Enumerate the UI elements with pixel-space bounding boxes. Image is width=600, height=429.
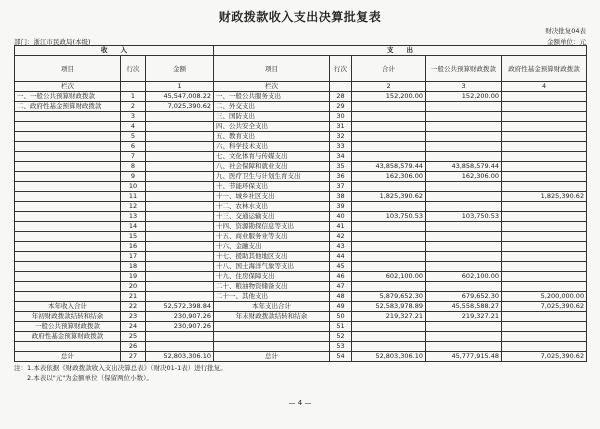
- table-row: [15, 192, 587, 202]
- expense-fund-cell: [502, 272, 587, 282]
- income-amount-cell: [146, 332, 214, 342]
- table-row: [15, 262, 587, 272]
- table-row: [15, 302, 587, 312]
- income-line-cell: 3: [121, 112, 146, 122]
- index-col-4: 4: [502, 82, 587, 92]
- expense-fund-cell: [502, 312, 587, 322]
- index-label-income: 栏次: [15, 82, 121, 92]
- expense-line-cell: 29: [330, 102, 352, 112]
- expense-line-cell: 37: [330, 182, 352, 192]
- income-line-cell: 11: [121, 192, 146, 202]
- expense-total-cell: [352, 282, 426, 292]
- expense-fund-cell: [502, 282, 587, 292]
- expense-line-cell: 36: [330, 172, 352, 182]
- income-item-cell: [15, 272, 121, 282]
- table-row: [15, 142, 587, 152]
- unit-label: 金额单位：元: [547, 38, 586, 46]
- table-row: [15, 202, 587, 212]
- col-expense-fund: 政府性基金预算财政拨款: [502, 56, 587, 82]
- expense-line-cell: 28: [330, 92, 352, 102]
- expense-total-cell: 162,306.00: [352, 172, 426, 182]
- income-line-cell: 15: [121, 232, 146, 242]
- expense-item-cell: 九、医疗卫生与计划生育支出: [214, 172, 330, 182]
- income-line-cell: 19: [121, 272, 146, 282]
- column-header-row: [15, 56, 587, 82]
- income-item-cell: [15, 212, 121, 222]
- expense-general-cell: 162,306.00: [426, 172, 502, 182]
- expense-fund-cell: [502, 342, 587, 352]
- expense-line-cell: 42: [330, 232, 352, 242]
- income-line-cell: 23: [121, 312, 146, 322]
- income-line-cell: 4: [121, 122, 146, 132]
- income-amount-cell: [146, 152, 214, 162]
- income-line-cell: 21: [121, 292, 146, 302]
- expense-general-cell: [426, 222, 502, 232]
- income-item-cell: 本年收入合计: [15, 302, 121, 312]
- expense-total-cell: [352, 102, 426, 112]
- expense-item-cell: 十四、资源勘探信息等支出: [214, 222, 330, 232]
- income-item-cell: [15, 222, 121, 232]
- income-item-cell: [15, 292, 121, 302]
- income-item-cell: [15, 162, 121, 172]
- footnote-2: 2.本表以"元"为金额单位（保留两位小数）。: [14, 374, 153, 382]
- expense-line-cell: 38: [330, 192, 352, 202]
- col-income-item: 项目: [15, 56, 121, 82]
- expense-fund-cell: 7,025,390.62: [502, 302, 587, 312]
- income-line-cell: 26: [121, 342, 146, 352]
- expense-total-cell: [352, 182, 426, 192]
- expense-item-cell: 年末财政拨款结转和结余: [214, 312, 330, 322]
- expense-general-cell: 152,200.00: [426, 92, 502, 102]
- expense-line-cell: 49: [330, 302, 352, 312]
- table-row: [15, 152, 587, 162]
- income-amount-cell: 230,907.26: [146, 312, 214, 322]
- expense-item-cell: 十六、金融支出: [214, 242, 330, 252]
- expense-total-cell: [352, 202, 426, 212]
- expense-general-cell: 219,327.21: [426, 312, 502, 322]
- expense-fund-cell: [502, 152, 587, 162]
- income-line-cell: 27: [121, 352, 146, 362]
- expense-fund-cell: [502, 172, 587, 182]
- table-row: [15, 102, 587, 112]
- expense-item-cell: 八、社会保障和就业支出: [214, 162, 330, 172]
- income-item-cell: [15, 282, 121, 292]
- expense-total-cell: [352, 232, 426, 242]
- income-line-cell: 20: [121, 282, 146, 292]
- expense-item-cell: 四、公共安全支出: [214, 122, 330, 132]
- income-line-cell: 25: [121, 332, 146, 342]
- expense-total-cell: [352, 332, 426, 342]
- expense-total-cell: 5,879,652.30: [352, 292, 426, 302]
- expense-total-cell: 52,583,978.89: [352, 302, 426, 312]
- income-item-cell: [15, 182, 121, 192]
- report-title: 财政拨款收入支出决算批复表: [218, 10, 382, 24]
- income-amount-cell: [146, 222, 214, 232]
- table-row: [15, 172, 587, 182]
- income-amount-cell: 52,572,398.84: [146, 302, 214, 312]
- income-line-cell: 9: [121, 172, 146, 182]
- expense-total-cell: [352, 132, 426, 142]
- expense-item-cell: 五、教育支出: [214, 132, 330, 142]
- expense-item-cell: 二十一、其他支出: [214, 292, 330, 302]
- income-item-cell: [15, 152, 121, 162]
- expense-total-cell: 43,858,579.44: [352, 162, 426, 172]
- expense-total-cell: 219,327.21: [352, 312, 426, 322]
- expense-general-cell: [426, 232, 502, 242]
- expense-fund-cell: [502, 242, 587, 252]
- income-amount-cell: [146, 232, 214, 242]
- income-amount-cell: 230,907.26: [146, 322, 214, 332]
- expense-fund-cell: [502, 332, 587, 342]
- expense-line-cell: 47: [330, 282, 352, 292]
- expense-fund-cell: 1,825,390.62: [502, 192, 587, 202]
- income-item-cell: 年初财政拨款结转和结余: [15, 312, 121, 322]
- table-row: [15, 332, 587, 342]
- expense-fund-cell: [502, 212, 587, 222]
- expense-line-cell: 43: [330, 242, 352, 252]
- income-item-cell: [15, 232, 121, 242]
- table-row: [15, 132, 587, 142]
- expense-fund-cell: [502, 122, 587, 132]
- expense-line-cell: 44: [330, 252, 352, 262]
- income-line-cell: 17: [121, 252, 146, 262]
- expense-total-cell: 152,200.00: [352, 92, 426, 102]
- expense-fund-cell: [502, 162, 587, 172]
- expense-total-cell: [352, 112, 426, 122]
- footnote-1: 注：1.本表依据《财政拨款收入支出决算总表》（财决01-1表）进行批复。: [14, 364, 227, 372]
- col-expense-total: 合计: [352, 56, 426, 82]
- expense-fund-cell: [502, 262, 587, 272]
- expense-line-cell: 40: [330, 212, 352, 222]
- expense-item-cell: 七、文化体育与传媒支出: [214, 152, 330, 162]
- expense-item-cell: 一、一般公共服务支出: [214, 92, 330, 102]
- expense-fund-cell: [502, 112, 587, 122]
- index-row: [15, 82, 587, 92]
- income-item-cell: [15, 202, 121, 212]
- expense-general-cell: [426, 132, 502, 142]
- income-line-cell: 5: [121, 132, 146, 142]
- expense-general-cell: [426, 202, 502, 212]
- expense-general-cell: [426, 112, 502, 122]
- table-body: [15, 92, 587, 362]
- expense-total-cell: 52,803,306.10: [352, 352, 426, 362]
- table-row: [15, 112, 587, 122]
- expense-item-cell: 十二、农林水支出: [214, 202, 330, 212]
- table-row: [15, 242, 587, 252]
- expense-line-cell: 39: [330, 202, 352, 212]
- expense-item-cell: 十七、援助其他地区支出: [214, 252, 330, 262]
- income-amount-cell: [146, 212, 214, 222]
- expense-item-cell: 十一、城乡社区支出: [214, 192, 330, 202]
- expense-total-cell: [352, 142, 426, 152]
- income-amount-cell: [146, 122, 214, 132]
- expense-line-cell: 50: [330, 312, 352, 322]
- index-col-2: 2: [352, 82, 426, 92]
- expense-general-cell: [426, 182, 502, 192]
- income-item-cell: [15, 262, 121, 272]
- expense-item-cell: [214, 342, 330, 352]
- income-section-header: 收 入: [15, 46, 214, 56]
- expense-fund-cell: [502, 92, 587, 102]
- income-amount-cell: [146, 282, 214, 292]
- expense-general-cell: [426, 142, 502, 152]
- income-amount-cell: [146, 142, 214, 152]
- income-amount-cell: [146, 112, 214, 122]
- income-item-cell: [15, 122, 121, 132]
- expense-fund-cell: [502, 202, 587, 212]
- index-blank-2: [330, 82, 352, 92]
- income-line-cell: 13: [121, 212, 146, 222]
- income-item-cell: [15, 252, 121, 262]
- approval-table: [14, 45, 587, 362]
- income-amount-cell: 45,547,008.22: [146, 92, 214, 102]
- income-item-cell: [15, 142, 121, 152]
- index-col-3: 3: [426, 82, 502, 92]
- expense-fund-cell: [502, 142, 587, 152]
- income-amount-cell: [146, 132, 214, 142]
- table-row: [15, 342, 587, 352]
- expense-item-cell: 二、外交支出: [214, 102, 330, 112]
- expense-line-cell: 35: [330, 162, 352, 172]
- expense-line-cell: 34: [330, 152, 352, 162]
- expense-general-cell: [426, 262, 502, 272]
- income-line-cell: 7: [121, 152, 146, 162]
- income-amount-cell: [146, 182, 214, 192]
- income-amount-cell: [146, 202, 214, 212]
- expense-line-cell: 53: [330, 342, 352, 352]
- income-amount-cell: [146, 162, 214, 172]
- expense-fund-cell: [502, 132, 587, 142]
- income-line-cell: 24: [121, 322, 146, 332]
- table-row: [15, 92, 587, 102]
- table-row: [15, 322, 587, 332]
- expense-item-cell: 十、节能环保支出: [214, 182, 330, 192]
- expense-general-cell: [426, 242, 502, 252]
- expense-general-cell: 602,100.00: [426, 272, 502, 282]
- expense-fund-cell: [502, 252, 587, 262]
- expense-general-cell: [426, 192, 502, 202]
- expense-fund-cell: [502, 222, 587, 232]
- table-row: [15, 352, 587, 362]
- col-expense-line: 行次: [330, 56, 352, 82]
- expense-total-cell: [352, 152, 426, 162]
- table-row: [15, 212, 587, 222]
- col-income-line: 行次: [121, 56, 146, 82]
- expense-total-cell: [352, 242, 426, 252]
- expense-item-cell: 三、国防支出: [214, 112, 330, 122]
- income-item-cell: [15, 242, 121, 252]
- income-amount-cell: [146, 292, 214, 302]
- index-label-expense: 栏次: [214, 82, 330, 92]
- expense-line-cell: 30: [330, 112, 352, 122]
- income-amount-cell: [146, 192, 214, 202]
- expense-line-cell: 33: [330, 142, 352, 152]
- col-income-amount: 金额: [146, 56, 214, 82]
- expense-line-cell: 46: [330, 272, 352, 282]
- expense-general-cell: [426, 152, 502, 162]
- expense-general-cell: 45,558,588.27: [426, 302, 502, 312]
- expense-item-cell: 二十、粮油物资储备支出: [214, 282, 330, 292]
- expense-fund-cell: 5,200,000.00: [502, 292, 587, 302]
- income-amount-cell: [146, 342, 214, 352]
- income-line-cell: 18: [121, 262, 146, 272]
- income-amount-cell: 7,025,390.62: [146, 102, 214, 112]
- expense-line-cell: 52: [330, 332, 352, 342]
- expense-total-cell: [352, 322, 426, 332]
- table-row: [15, 292, 587, 302]
- income-amount-cell: [146, 172, 214, 182]
- index-blank-1: [121, 82, 146, 92]
- section-header-row: [15, 46, 587, 56]
- expense-fund-cell: 7,025,390.62: [502, 352, 587, 362]
- expense-item-cell: 六、科学技术支出: [214, 142, 330, 152]
- expense-line-cell: 45: [330, 262, 352, 272]
- expense-item-cell: 十五、商业服务业等支出: [214, 232, 330, 242]
- expense-general-cell: [426, 322, 502, 332]
- expense-total-cell: [352, 252, 426, 262]
- income-amount-cell: [146, 242, 214, 252]
- expense-total-cell: 602,100.00: [352, 272, 426, 282]
- expense-total-cell: [352, 122, 426, 132]
- expense-item-cell: [214, 332, 330, 342]
- expense-total-cell: [352, 262, 426, 272]
- income-item-cell: [15, 172, 121, 182]
- income-line-cell: 16: [121, 242, 146, 252]
- expense-item-cell: 总计: [214, 352, 330, 362]
- income-line-cell: 2: [121, 102, 146, 112]
- expense-section-header: 支 出: [214, 46, 587, 56]
- expense-fund-cell: [502, 102, 587, 112]
- table-row: [15, 312, 587, 322]
- expense-general-cell: [426, 342, 502, 352]
- income-item-cell: 一般公共预算财政拨款: [15, 322, 121, 332]
- expense-line-cell: 51: [330, 322, 352, 332]
- expense-general-cell: 679,652.30: [426, 292, 502, 302]
- income-amount-cell: [146, 262, 214, 272]
- expense-total-cell: [352, 222, 426, 232]
- income-amount-cell: [146, 272, 214, 282]
- index-col-1: 1: [146, 82, 214, 92]
- expense-general-cell: [426, 252, 502, 262]
- income-item-cell: [15, 132, 121, 142]
- expense-item-cell: 十八、国土海洋气象等支出: [214, 262, 330, 272]
- expense-total-cell: 103,750.53: [352, 212, 426, 222]
- income-item-cell: 政府性基金预算财政拨款: [15, 332, 121, 342]
- income-line-cell: 8: [121, 162, 146, 172]
- expense-line-cell: 41: [330, 222, 352, 232]
- expense-general-cell: 103,750.53: [426, 212, 502, 222]
- income-item-cell: [15, 342, 121, 352]
- expense-general-cell: [426, 102, 502, 112]
- expense-general-cell: 45,777,915.48: [426, 352, 502, 362]
- income-item-cell: 总计: [15, 352, 121, 362]
- expense-item-cell: 本年支出合计: [214, 302, 330, 312]
- table-row: [15, 282, 587, 292]
- income-item-cell: [15, 192, 121, 202]
- income-line-cell: 14: [121, 222, 146, 232]
- table-row: [15, 232, 587, 242]
- table-row: [15, 122, 587, 132]
- table-row: [15, 272, 587, 282]
- form-code: 财决批复04表: [545, 27, 586, 35]
- expense-total-cell: 1,825,390.62: [352, 192, 426, 202]
- expense-general-cell: [426, 122, 502, 132]
- income-line-cell: 6: [121, 142, 146, 152]
- expense-general-cell: [426, 282, 502, 292]
- expense-line-cell: 48: [330, 292, 352, 302]
- table-row: [15, 182, 587, 192]
- expense-general-cell: 43,858,579.44: [426, 162, 502, 172]
- income-line-cell: 10: [121, 182, 146, 192]
- expense-total-cell: [352, 342, 426, 352]
- income-line-cell: 12: [121, 202, 146, 212]
- income-line-cell: 1: [121, 92, 146, 102]
- expense-item-cell: 十九、住房保障支出: [214, 272, 330, 282]
- expense-fund-cell: [502, 232, 587, 242]
- expense-item-cell: [214, 322, 330, 332]
- income-item-cell: 二、政府性基金预算财政拨款: [15, 102, 121, 112]
- income-item-cell: 一、一般公共预算财政拨款: [15, 92, 121, 102]
- income-amount-cell: [146, 252, 214, 262]
- income-line-cell: 22: [121, 302, 146, 312]
- table-row: [15, 252, 587, 262]
- expense-fund-cell: [502, 182, 587, 192]
- expense-general-cell: [426, 332, 502, 342]
- expense-line-cell: 32: [330, 132, 352, 142]
- department-label: 部门：浙江市民政局(本级): [14, 38, 91, 46]
- expense-line-cell: 31: [330, 122, 352, 132]
- table-row: [15, 162, 587, 172]
- expense-item-cell: 十三、交通运输支出: [214, 212, 330, 222]
- income-item-cell: [15, 112, 121, 122]
- table-row: [15, 222, 587, 232]
- expense-fund-cell: [502, 322, 587, 332]
- income-amount-cell: 52,803,306.10: [146, 352, 214, 362]
- expense-line-cell: 54: [330, 352, 352, 362]
- page-number: — 4 —: [288, 399, 312, 407]
- col-expense-general: 一般公共预算财政拨款: [426, 56, 502, 82]
- footnotes: [14, 363, 227, 383]
- col-expense-item: 项目: [214, 56, 330, 82]
